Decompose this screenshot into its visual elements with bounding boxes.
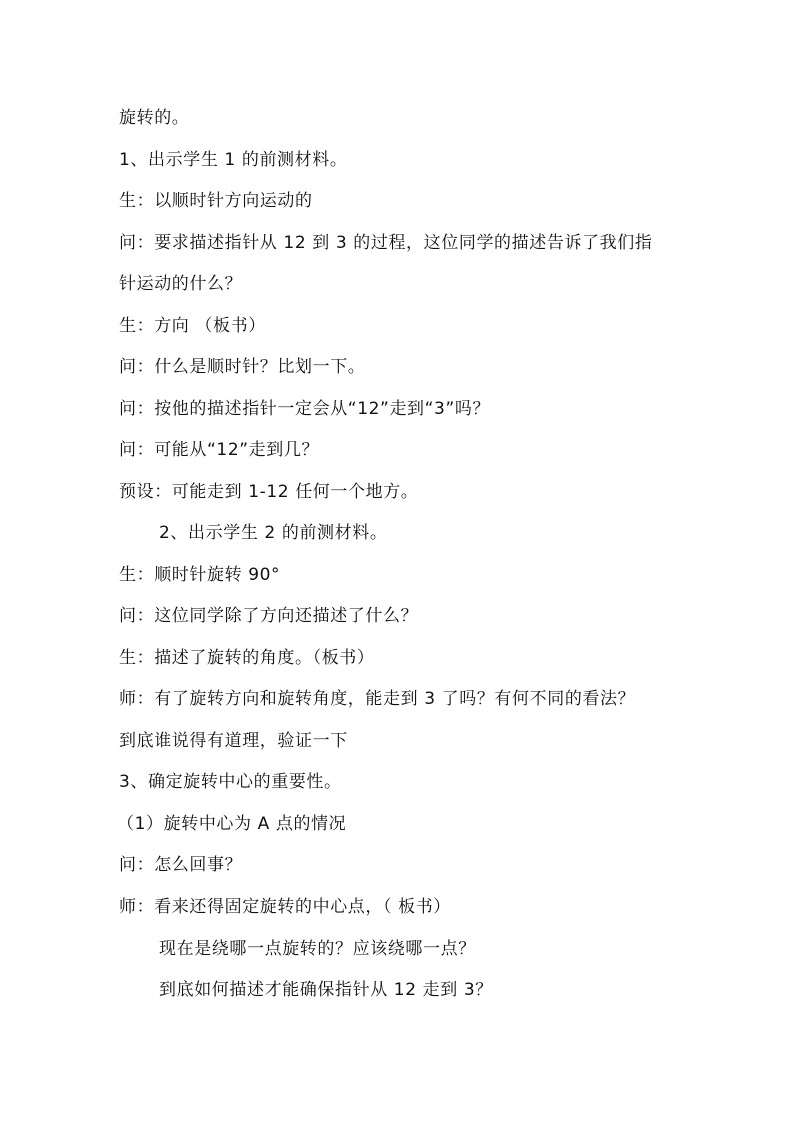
text-line: 旋转的。 <box>119 108 190 128</box>
text-line: 预设：可能走到 1-12 任何一个地方。 <box>119 482 419 502</box>
text-line: 到底谁说得有道理，验证一下 <box>119 731 348 751</box>
text-line: （1）旋转中心为 A 点的情况 <box>117 814 347 834</box>
text-line: 问：按他的描述指针一定会从“12”走到“3”吗？ <box>119 399 491 419</box>
text-line: 针运动的什么？ <box>119 274 243 294</box>
text-line: 到底如何描述才能确保指针从 12 走到 3？ <box>159 980 493 1000</box>
text-line: 现在是绕哪一点旋转的？应该绕哪一点？ <box>159 939 476 959</box>
text-line: 生：描述了旋转的角度。（板书） <box>119 648 375 668</box>
text-line: 问：要求描述指针从 12 到 3 的过程，这位同学的描述告诉了我们指 <box>119 233 653 253</box>
text-line: 生：方向 （板书） <box>119 316 266 336</box>
text-line: 师：有了旋转方向和旋转角度，能走到 3 了吗？有何不同的看法？ <box>119 689 636 709</box>
text-line: 问：怎么回事？ <box>119 855 243 875</box>
text-line: 师：看来还得固定旋转的中心点，（ 板书） <box>119 897 451 917</box>
text-line: 3、确定旋转中心的重要性。 <box>119 772 342 792</box>
text-line: 生：顺时针旋转 90° <box>119 565 281 585</box>
text-line: 问：可能从“12”走到几？ <box>119 440 320 460</box>
text-line: 问：这位同学除了方向还描述了什么？ <box>119 606 419 626</box>
text-line: 1、出示学生 1 的前测材料。 <box>119 150 348 170</box>
text-line: 2、出示学生 2 的前测材料。 <box>159 523 388 543</box>
text-line: 生：以顺时针方向运动的 <box>119 191 313 211</box>
text-line: 问：什么是顺时针？比划一下。 <box>119 357 366 377</box>
